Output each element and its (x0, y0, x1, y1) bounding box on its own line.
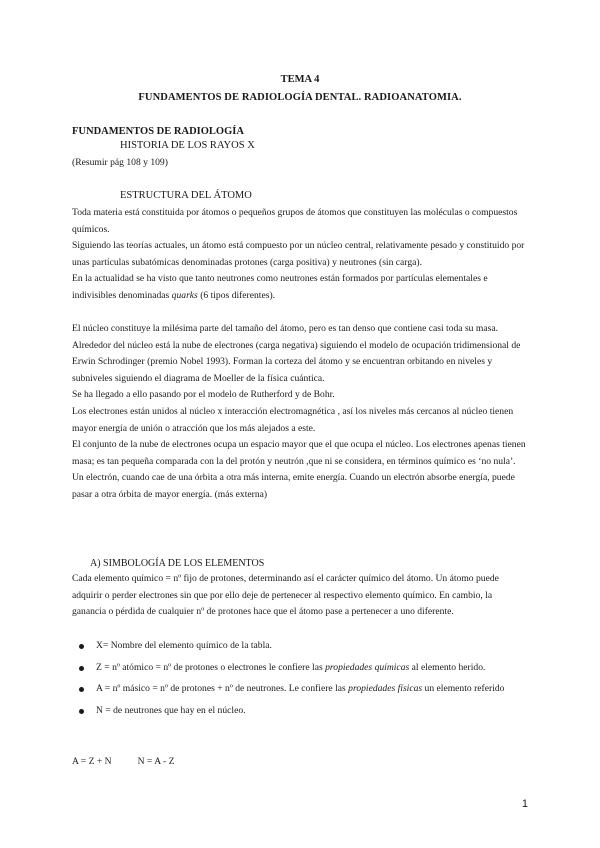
bullet-icon (79, 687, 84, 692)
subheading-historia: HISTORIA DE LOS RAYOS X (120, 140, 255, 151)
simbologia-paragraph: Cada elemento químico = nº fijo de protones, determinando así el carácter químico del átomo. Un átomo puede adquirir o perder electrones sin que por ello deje de pertenecer al respectivo elemento químico. En cambio, la ganancia o pérdida de cualquier nº de protones hace que el átomo pase a pertenecer a uno diferente. (72, 573, 499, 618)
bullet-z-end: al elemento herido. (409, 661, 486, 673)
paragraph-teorias: Siguiendo las teorías actuales, un átomo está compuesto por un núcleo central, relativamente pesado y constituido por unas partículas subatómicas denominadas protones (carga positiva) y neutrones (sin carga). (72, 240, 525, 268)
bullet-z-text: Z = nº atómico = nº de protones o electrones le confiere las (96, 661, 326, 673)
subheading-estructura: ESTRUCTURA DEL ÁTOMO (120, 190, 252, 201)
resumir-note: (Resumir pág 108 y 109) (72, 157, 168, 168)
bullet-a-end: un elemento referido (422, 683, 505, 695)
estructura-block-1 (72, 205, 528, 305)
paragraph-masa: El conjunto de la nube de electrones ocupa un espacio mayor que el que ocupa el núcleo. Los electrones apenas tienen masa; es tan pequeña comparada con la del protón y neutrón ,que ni se considera, en términos químico es ‘no nula’. (72, 439, 526, 467)
quarks-term: quarks (171, 289, 198, 301)
bullet-icon (79, 644, 84, 649)
bullet-icon (79, 666, 84, 671)
propiedades-fisicas: propiedades físicas (348, 683, 423, 695)
formula-a: A = Z + N (72, 756, 112, 767)
paragraph-nube: Alrededor del núcleo está la nube de electrones (carga negativa) siguiendo el modelo de ocupación tridimensional de Erwin Schrodinger (premio Nobel 1993). Forman la corteza del átomo y se encuentran orbitando en niveles y subniveles siguiendo el diagrama de Moeller de la física cuántica. (72, 339, 521, 384)
paragraph-rutherford: Se ha llegado a ello pasando por el modelo de Rutherford y de Bohr. (72, 389, 335, 401)
page-number: 1 (521, 798, 528, 810)
bullet-n: N = de neutrones que hay en el núcleo. (96, 704, 246, 716)
quarks-text-c: (6 tipos diferentes). (197, 289, 276, 301)
section-heading: FUNDAMENTOS DE RADIOLOGÍA (72, 126, 244, 137)
bullet-x: X= Nombre del elemento químico de la tabla. (96, 640, 272, 651)
paragraph-nucleo: El núcleo constituye la milésima parte del tamaño del átomo, pero es tan denso que contiene casi toda su masa. (72, 323, 498, 334)
document-title: FUNDAMENTOS DE RADIOLOGÍA DENTAL. RADIOANATOMIA. (138, 92, 462, 103)
bullet-a-text: A = nº másico = nº de protones + nº de neutrones. Le confiere las (96, 683, 349, 695)
paragraph-materia: Toda materia está constituida por átomos o pequeños grupos de átomos que constituyen las moléculas o compuestos químicos. (72, 207, 518, 235)
paragraph-orbita: Un electrón, cuando cae de una órbita a otra más interna, emite energía. Cuando un electrón absorbe energía, puede pasar a otra órbita de mayor energía. (más externa) (72, 472, 515, 500)
paragraph-electromagnetica: Los electrones están unidos al núcleo x interacción electromagnética , así los niveles más cercanos al núcleo tienen mayor energía de unión o atracción que los más alejados a este. (72, 405, 514, 434)
propiedades-quimicas: propiedades químicas (325, 661, 410, 673)
list-item (72, 703, 528, 720)
tema-label: TEMA 4 (280, 74, 320, 85)
quarks-text-a: En la actualidad se ha visto que tanto neutrones como neutrones están formados por partículas elementales e indivisibles denominadas (72, 273, 488, 301)
list-item (72, 681, 528, 698)
list-item (72, 638, 528, 655)
formula-n: N = A - Z (137, 756, 175, 767)
paragraph-quarks (72, 271, 528, 304)
list-item (72, 660, 528, 677)
formulas (72, 756, 174, 767)
simbologia-heading: A) SIMBOLOGÍA DE LOS ELEMENTOS (90, 558, 265, 569)
symbol-list (72, 638, 528, 719)
bullet-icon (79, 709, 84, 714)
estructura-block-2 (72, 321, 528, 504)
